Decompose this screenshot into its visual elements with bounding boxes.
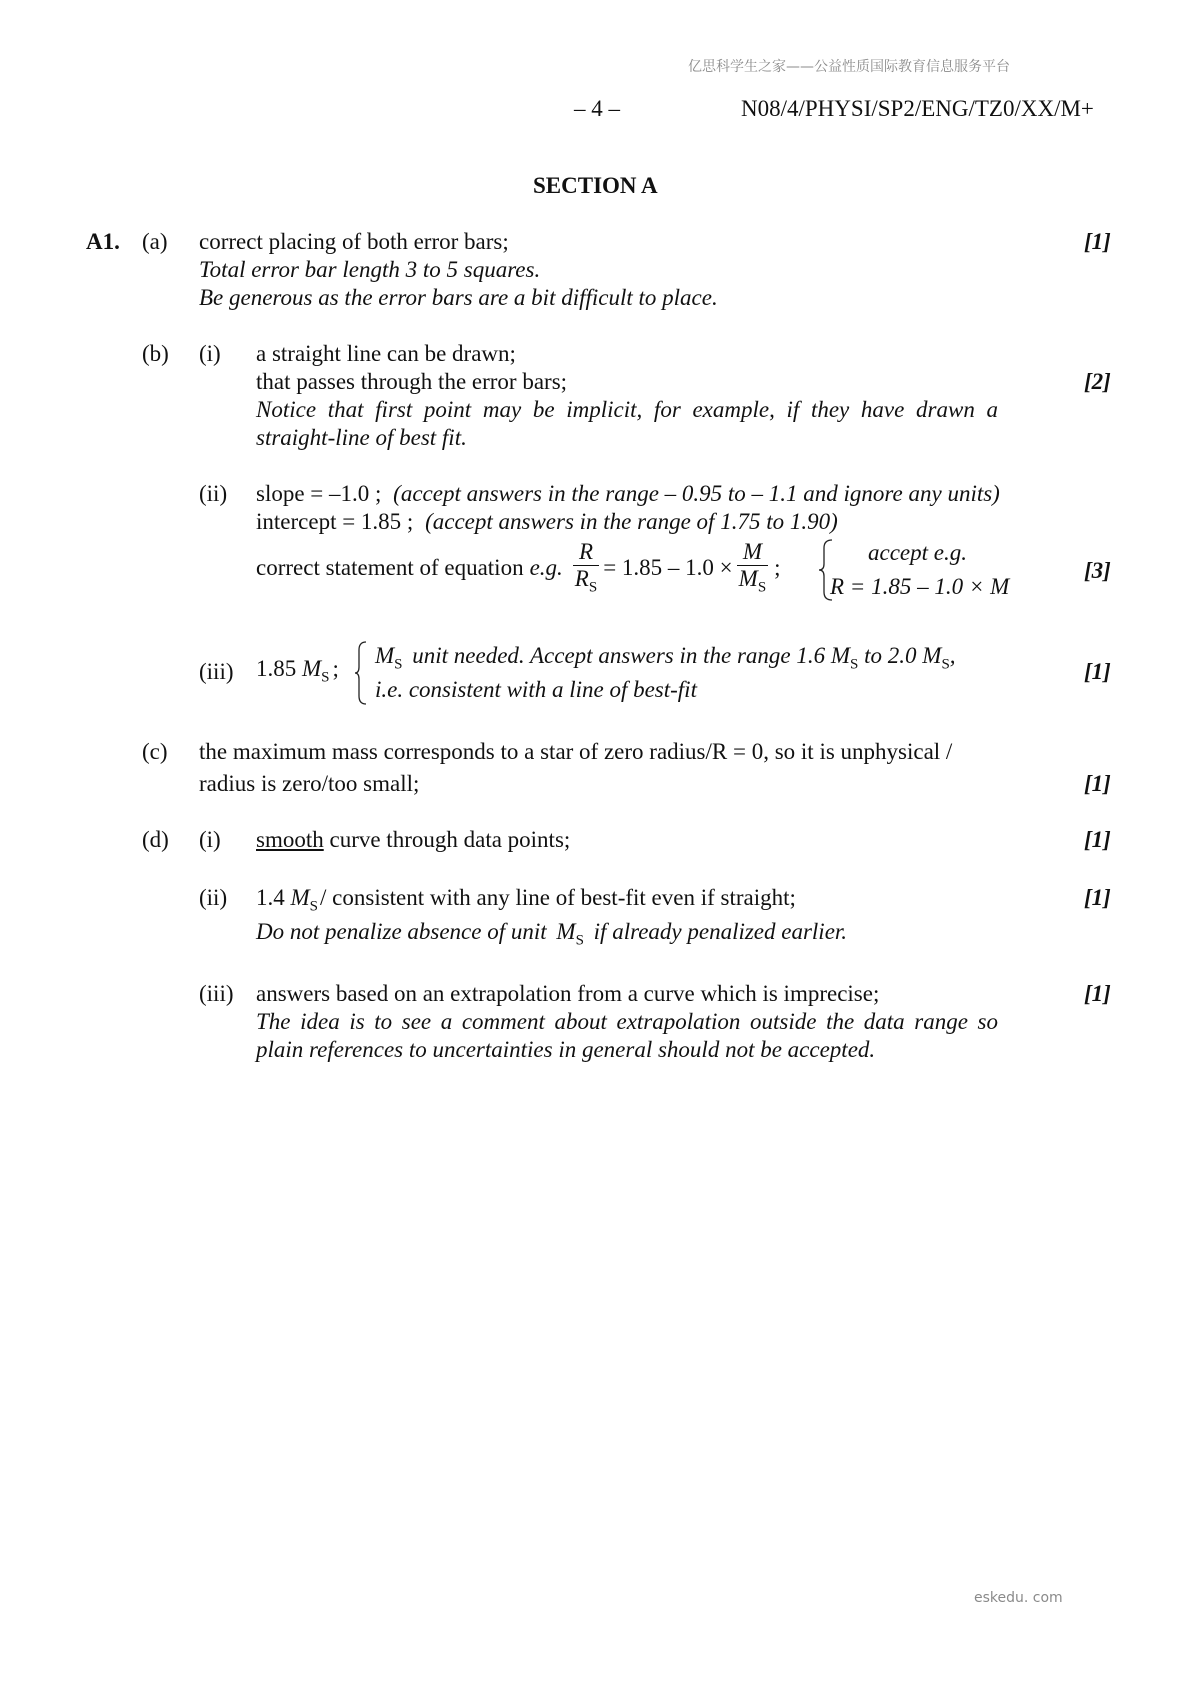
part-b-iii-answer: 1.85 $M_S$ ; (256, 656, 339, 686)
part-b-iii-note-2: i.e. consistent with a line of best-fit (375, 677, 697, 702)
part-c-marks: [1] (1084, 771, 1111, 796)
part-b-i-label: (i) (199, 341, 221, 366)
part-b-i-line-1: a straight line can be drawn; (256, 341, 516, 366)
part-d-iii-label: (iii) (199, 981, 234, 1006)
page-number: – 4 – (574, 96, 620, 121)
part-a-label: (a) (142, 229, 168, 254)
part-d-ii-line: 1.4 $M_S/$ consistent with any line of best-fit even if straight; (256, 885, 796, 915)
fraction-numerator-r: R (573, 539, 599, 566)
part-c-line-1: the maximum mass corresponds to a star of zero radius/R = 0, so it is unphysical / (199, 739, 953, 764)
part-d-iii-marks: [1] (1084, 981, 1111, 1006)
part-a-note-1: Total error bar length 3 to 5 squares. (199, 257, 541, 282)
part-d-ii-marks: [1] (1084, 885, 1111, 910)
part-b-ii-marks: [3] (1084, 558, 1111, 583)
part-d-iii-line: answers based on an extrapolation from a curve which is imprecise; (256, 981, 880, 1006)
part-b-ii-label: (ii) (199, 481, 228, 506)
r-over-rs-fraction (573, 539, 599, 597)
left-brace-icon-2 (354, 640, 368, 706)
part-b-label: (b) (142, 341, 169, 366)
accept-eg: accept e.g. (868, 540, 967, 565)
m-over-ms-fraction (737, 539, 769, 597)
part-d-i-label: (i) (199, 827, 221, 852)
section-title: SECTION A (533, 173, 658, 198)
equation-middle: = 1.85 – 1.0 × (603, 555, 733, 580)
fraction-numerator-m: M (737, 539, 769, 566)
fraction-denominator-rs: $R_S$ (574, 566, 598, 596)
part-b-ii-intercept (256, 509, 838, 535)
part-b-i-note-2: straight-line of best fit. (256, 425, 467, 450)
watermark-top: 亿思科学生之家——公益性质国际教育信息服务平台 (688, 59, 1010, 75)
smooth-underlined: smooth (256, 827, 324, 852)
equation-eg: e.g. (529, 555, 563, 580)
fraction-denominator-ms: $M_S$ (738, 566, 767, 596)
part-a-marks: [1] (1084, 229, 1111, 254)
part-d-i-marks: [1] (1084, 827, 1111, 852)
part-d-i-line: smooth curve through data points; (256, 827, 571, 852)
intercept-note: (accept answers in the range of 1.75 to 1.90) (425, 509, 838, 534)
intercept-value: intercept = 1.85 ; (256, 509, 414, 534)
equation-statement (256, 535, 781, 601)
part-d-iii-note-2: plain references to uncertainties in general should not be accepted. (256, 1037, 876, 1062)
part-c-label: (c) (142, 739, 168, 764)
part-b-i-note-1: Notice that first point may be implicit, for example, if they have drawn a (256, 397, 998, 422)
part-b-iii-label: (iii) (199, 659, 234, 684)
equation-text: correct statement of equation (256, 555, 524, 580)
part-b-ii-slope (256, 481, 1000, 507)
part-b-i-line-2: that passes through the error bars; (256, 369, 568, 394)
part-b-iii-note-1: $M_S$ unit needed. Accept answers in the range 1.6 $M_S$ to 2.0 $M_S$, (375, 643, 956, 673)
part-d-iii-note-1: The idea is to see a comment about extrapolation outside the data range so (256, 1009, 998, 1034)
part-a-note-2: Be generous as the error bars are a bit difficult to place. (199, 285, 718, 310)
part-d-label: (d) (142, 827, 169, 852)
part-a-line: correct placing of both error bars; (199, 229, 509, 254)
question-number: A1. (86, 229, 120, 254)
slope-value: slope = –1.0 ; (256, 481, 382, 506)
part-c-line-2: radius is zero/too small; (199, 771, 420, 796)
equation-end: ; (774, 555, 781, 580)
part-d-ii-note: Do not penalize absence of unit $M_S$ if already penalized earlier. (256, 919, 848, 949)
part-b-i-marks: [2] (1084, 369, 1111, 394)
part-b-iii-marks: [1] (1084, 659, 1111, 684)
accept-equation: R = 1.85 – 1.0 × M (830, 574, 1010, 599)
watermark-bottom: eskedu. com (974, 1590, 1063, 1606)
paper-code: N08/4/PHYSI/SP2/ENG/TZ0/XX/M+ (741, 96, 1094, 121)
part-d-ii-label: (ii) (199, 885, 228, 910)
slope-note: (accept answers in the range – 0.95 to – 1.1 and ignore any units) (393, 481, 1000, 506)
